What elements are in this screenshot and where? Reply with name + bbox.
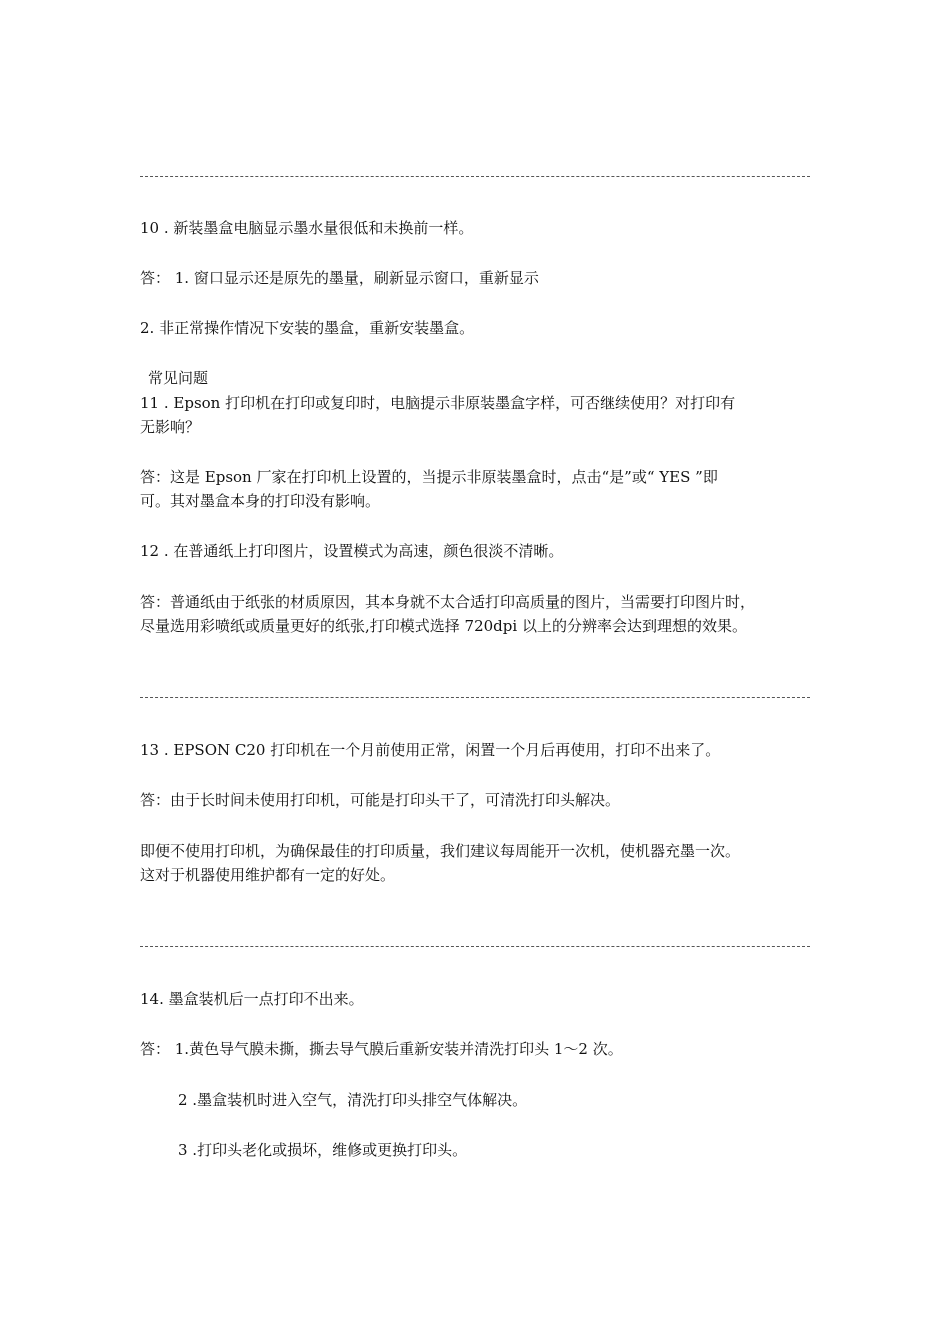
answer-13-extra-line-1: 即便不使用打印机，为确保最佳的打印质量，我们建议每周能开一次机，使机器充墨一次。 <box>140 842 741 860</box>
answer-10-item-2: 2. 非正常操作情况下安装的墨盒，重新安装墨盒。 <box>140 319 475 337</box>
answer-13-extra-line-2: 这对于机器使用维护都有一定的好处。 <box>140 866 396 884</box>
dashed-divider <box>140 176 810 177</box>
question-12: 12 . 在普通纸上打印图片，设置模式为高速，颜色很淡不清晰。 <box>140 542 564 560</box>
section-heading: 常见问题 <box>148 369 209 387</box>
answer-12-line-1: 答：普通纸由于纸张的材质原因，其本身就不太合适打印高质量的图片，当需要打印图片时， <box>140 593 756 611</box>
answer-14-item-3: 3 .打印头老化或损坏，维修或更换打印头。 <box>178 1141 468 1159</box>
question-10: 10 . 新装墨盒电脑显示墨水量很低和未换前一样。 <box>140 219 474 237</box>
dashed-divider <box>140 697 810 698</box>
question-11-line-1: 11 . Epson 打印机在打印或复印时，电脑提示非原装墨盒字样，可否继续使用？对打印有 <box>140 394 736 412</box>
answer-13: 答：由于长时间未使用打印机，可能是打印头干了，可清洗打印头解决。 <box>140 791 621 809</box>
answer-11-line-1: 答：这是 Epson 厂家在打印机上设置的，当提示非原装墨盒时，点击“是”或“ YES ”即 <box>140 468 718 486</box>
dashed-divider <box>140 946 810 947</box>
question-14: 14. 墨盒装机后一点打印不出来。 <box>140 990 364 1008</box>
answer-12-line-2: 尽量选用彩喷纸或质量更好的纸张,打印模式选择 720dpi 以上的分辨率会达到理想的效果。 <box>140 617 747 635</box>
answer-14-item-2: 2 .墨盒装机时进入空气，清洗打印头排空气体解决。 <box>178 1091 528 1109</box>
question-13: 13 . EPSON C20 打印机在一个月前使用正常，闲置一个月后再使用，打印不出来了。 <box>140 741 721 759</box>
answer-10-item-1: 答： 1. 窗口显示还是原先的墨量，刷新显示窗口，重新显示 <box>140 269 539 287</box>
answer-11-line-2: 可。其对墨盒本身的打印没有影响。 <box>140 492 381 510</box>
answer-14-item-1: 答： 1.黄色导气膜未撕，撕去导气膜后重新安装并清洗打印头 1～2 次。 <box>140 1040 623 1058</box>
question-11-line-2: 无影响？ <box>140 418 201 436</box>
